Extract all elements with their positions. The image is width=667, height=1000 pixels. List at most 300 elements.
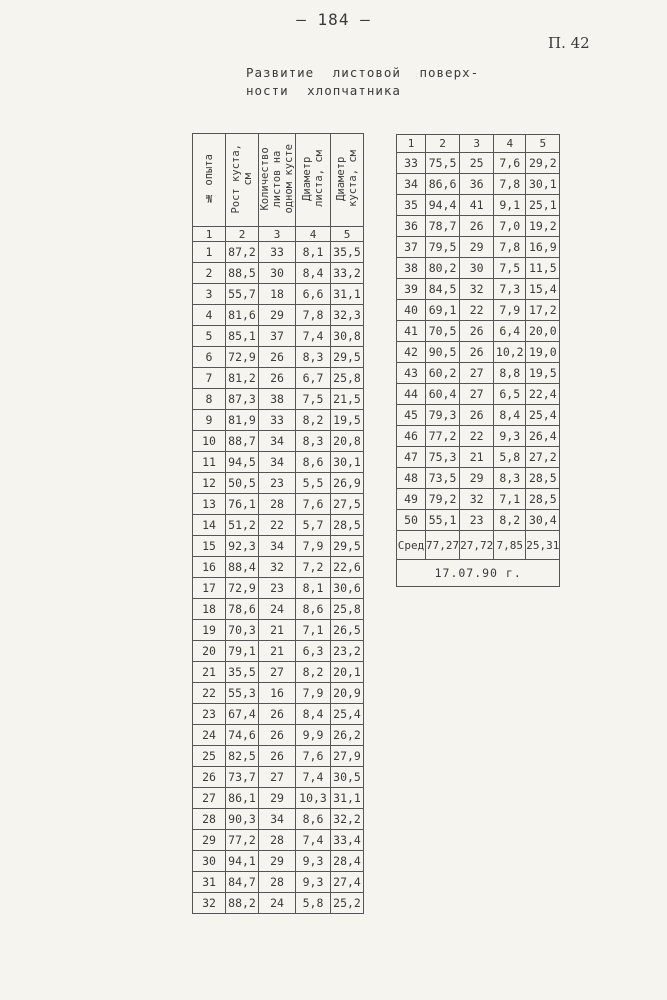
table-cell: 72,9 [226,347,259,368]
table-cell: 27 [259,662,296,683]
table-cell: 20,1 [331,662,364,683]
date-stamp: 17.07.90 г. [397,560,560,587]
table-cell: 26 [193,767,226,788]
table-cell: 25,1 [526,195,560,216]
table-row [193,242,364,263]
table-cell: 7,8 [296,305,331,326]
table-cell: 94,4 [426,195,460,216]
table-cell: 18 [259,284,296,305]
table-cell: 8,2 [494,510,526,531]
table-cell: 8,6 [296,599,331,620]
table-cell: 77,2 [226,830,259,851]
table-cell: 9,3 [296,872,331,893]
table-cell: 26 [460,405,494,426]
table-row [193,725,364,746]
table-cell: 26 [259,368,296,389]
table-cell: 85,1 [226,326,259,347]
table-cell: 33 [259,410,296,431]
table-cell: 6,6 [296,284,331,305]
table-cell: 92,3 [226,536,259,557]
column-number-row [193,227,364,242]
table-cell: 55,1 [426,510,460,531]
table-cell: 29,5 [331,536,364,557]
table-row [193,599,364,620]
table-cell: 13 [193,494,226,515]
table-cell: 37 [259,326,296,347]
table-cell: 24 [259,893,296,914]
table-row [193,851,364,872]
table-cell: 26 [460,321,494,342]
column-number: 1 [193,227,226,242]
table-cell: 25,2 [331,893,364,914]
page-number: – 184 – [296,10,371,29]
table-cell: 28,5 [331,515,364,536]
table-cell: 16,9 [526,237,560,258]
header-bush-diameter: Диаметр куста, см [331,134,364,227]
table-cell: 35 [397,195,426,216]
table-cell: 88,5 [226,263,259,284]
table-row [193,830,364,851]
header-leaf-diameter: Диаметр листа, см [296,134,331,227]
table-cell: 79,1 [226,641,259,662]
average-value: 25,31 [526,531,560,560]
table-cell: 34 [259,431,296,452]
table-cell: 21 [259,620,296,641]
page-title [246,64,479,100]
table-cell: 40 [397,300,426,321]
table-cell: 7,8 [494,174,526,195]
table-cell: 49 [397,489,426,510]
table-row [193,641,364,662]
table-cell: 35,5 [226,662,259,683]
table-cell: 8,4 [296,704,331,725]
table-cell: 6 [193,347,226,368]
table-cell: 88,4 [226,557,259,578]
table-cell: 22,4 [526,384,560,405]
table-cell: 8,4 [494,405,526,426]
table-row [397,510,560,531]
table-cell: 8,6 [296,452,331,473]
table-cell: 7,0 [494,216,526,237]
table-row [397,468,560,489]
table-cell: 41 [397,321,426,342]
table-cell: 87,3 [226,389,259,410]
table-cell: 55,7 [226,284,259,305]
table-cell: 94,5 [226,452,259,473]
table-cell: 26 [460,216,494,237]
header-row [193,134,364,227]
table-cell: 25 [193,746,226,767]
table-cell: 16 [259,683,296,704]
column-number: 3 [460,135,494,153]
table-cell: 27,5 [331,494,364,515]
table-cell: 33,2 [331,263,364,284]
table-cell: 90,5 [426,342,460,363]
table-cell: 22 [193,683,226,704]
table-cell: 23 [193,704,226,725]
table-cell: 6,4 [494,321,526,342]
table-cell: 43 [397,363,426,384]
table-cell: 36 [397,216,426,237]
table-cell: 20,8 [331,431,364,452]
table-row [193,872,364,893]
table-cell: 35,5 [331,242,364,263]
table-cell: 18 [193,599,226,620]
table-row [193,515,364,536]
table-cell: 33,4 [331,830,364,851]
table-row [193,326,364,347]
table-cell: 1 [193,242,226,263]
table-cell: 26,4 [526,426,560,447]
left-data-table [192,133,364,914]
table-cell: 28 [259,830,296,851]
table-cell: 7,6 [296,494,331,515]
table-row [397,447,560,468]
table-cell: 24 [259,599,296,620]
table-cell: 33 [397,153,426,174]
average-value: 27,72 [460,531,494,560]
table-cell: 51,2 [226,515,259,536]
table-cell: 7 [193,368,226,389]
table-cell: 8,1 [296,242,331,263]
table-cell: 28 [193,809,226,830]
table-cell: 7,5 [296,389,331,410]
table-row [193,662,364,683]
table-cell: 81,2 [226,368,259,389]
table-cell: 34 [259,452,296,473]
table-cell: 22,6 [331,557,364,578]
table-cell: 74,6 [226,725,259,746]
table-cell: 79,5 [426,237,460,258]
table-row [193,347,364,368]
table-row [193,494,364,515]
table-cell: 30 [193,851,226,872]
right-data-table [396,134,560,587]
table-row [397,426,560,447]
table-cell: 9,3 [494,426,526,447]
table-cell: 26 [259,347,296,368]
table-cell: 8,8 [494,363,526,384]
table-cell: 22 [259,515,296,536]
title-line-1: Развитие листовой поверх- [246,65,480,80]
table-cell: 23,2 [331,641,364,662]
table-cell: 20,0 [526,321,560,342]
table-cell: 8 [193,389,226,410]
table-cell: 44 [397,384,426,405]
table-cell: 26 [259,704,296,725]
table-cell: 6,5 [494,384,526,405]
table-cell: 9,9 [296,725,331,746]
table-cell: 26 [259,725,296,746]
table-cell: 19 [193,620,226,641]
table-cell: 73,5 [426,468,460,489]
average-row [397,531,560,560]
table-cell: 70,3 [226,620,259,641]
table-cell: 21 [193,662,226,683]
table-cell: 22 [460,300,494,321]
table-cell: 4 [193,305,226,326]
average-value: 77,27 [426,531,460,560]
column-number: 3 [259,227,296,242]
table-cell: 78,6 [226,599,259,620]
table-cell: 5,7 [296,515,331,536]
table-cell: 7,4 [296,767,331,788]
table-cell: 26,2 [331,725,364,746]
table-cell: 79,3 [426,405,460,426]
table-row [193,746,364,767]
table-cell: 87,2 [226,242,259,263]
column-number-row [397,135,560,153]
table-cell: 19,5 [526,363,560,384]
table-cell: 7,4 [296,830,331,851]
table-cell: 36 [460,174,494,195]
table-row [193,704,364,725]
table-cell: 21 [259,641,296,662]
table-cell: 14 [193,515,226,536]
table-row [193,452,364,473]
table-cell: 47 [397,447,426,468]
table-cell: 26 [259,746,296,767]
column-number: 5 [331,227,364,242]
table-cell: 55,3 [226,683,259,704]
table-cell: 25,8 [331,368,364,389]
table-cell: 34 [397,174,426,195]
average-value: 7,85 [494,531,526,560]
table-cell: 7,8 [494,237,526,258]
left-table-body [193,134,364,914]
table-row [193,767,364,788]
table-cell: 6,3 [296,641,331,662]
table-row [397,342,560,363]
table-cell: 75,5 [426,153,460,174]
table-cell: 7,6 [494,153,526,174]
table-cell: 30,1 [526,174,560,195]
table-cell: 11,5 [526,258,560,279]
table-cell: 25,4 [331,704,364,725]
table-cell: 73,7 [226,767,259,788]
table-cell: 21,5 [331,389,364,410]
table-row [397,321,560,342]
table-cell: 31,1 [331,788,364,809]
table-row [193,683,364,704]
table-cell: 25,8 [331,599,364,620]
table-row [397,174,560,195]
table-cell: 30,6 [331,578,364,599]
table-cell: 5,8 [494,447,526,468]
table-cell: 19,2 [526,216,560,237]
table-cell: 7,6 [296,746,331,767]
table-cell: 32,2 [331,809,364,830]
column-number: 4 [296,227,331,242]
table-cell: 19,5 [331,410,364,431]
table-row [193,410,364,431]
table-row [397,195,560,216]
table-cell: 28 [259,872,296,893]
table-cell: 20 [193,641,226,662]
table-cell: 32 [259,557,296,578]
table-row [397,237,560,258]
header-leaf-count: Количество листов на одном кусте [259,134,296,227]
table-row [193,893,364,914]
table-cell: 2 [193,263,226,284]
table-cell: 30 [460,258,494,279]
table-cell: 28 [259,494,296,515]
table-cell: 7,4 [296,326,331,347]
table-cell: 8,3 [296,347,331,368]
table-cell: 30,1 [331,452,364,473]
table-row [397,279,560,300]
table-cell: 82,5 [226,746,259,767]
table-cell: 25 [460,153,494,174]
table-cell: 32 [460,279,494,300]
table-cell: 38 [397,258,426,279]
header-bush-height: Рост куста, см [226,134,259,227]
table-cell: 17,2 [526,300,560,321]
column-number: 4 [494,135,526,153]
table-row [397,258,560,279]
table-row [193,536,364,557]
table-row [397,300,560,321]
table-cell: 34 [259,536,296,557]
table-cell: 29 [259,788,296,809]
table-cell: 29 [259,851,296,872]
table-cell: 27,2 [526,447,560,468]
table-cell: 31,1 [331,284,364,305]
table-row [193,557,364,578]
table-cell: 79,2 [426,489,460,510]
table-cell: 48 [397,468,426,489]
table-cell: 70,5 [426,321,460,342]
table-row [397,153,560,174]
table-cell: 30,4 [526,510,560,531]
table-cell: 17 [193,578,226,599]
table-cell: 25,4 [526,405,560,426]
table-cell: 10,2 [494,342,526,363]
table-cell: 46 [397,426,426,447]
table-cell: 26,5 [331,620,364,641]
table-cell: 76,1 [226,494,259,515]
table-cell: 88,7 [226,431,259,452]
column-number: 5 [526,135,560,153]
table-cell: 7,9 [494,300,526,321]
table-cell: 7,1 [296,620,331,641]
table-cell: 7,1 [494,489,526,510]
date-row [397,560,560,587]
table-cell: 8,1 [296,578,331,599]
table-cell: 86,1 [226,788,259,809]
table-cell: 90,3 [226,809,259,830]
table-cell: 15 [193,536,226,557]
table-row [193,431,364,452]
table-cell: 15,4 [526,279,560,300]
table-cell: 60,2 [426,363,460,384]
table-row [193,305,364,326]
table-cell: 28,5 [526,489,560,510]
table-cell: 86,6 [426,174,460,195]
table-cell: 7,9 [296,683,331,704]
table-row [193,284,364,305]
table-cell: 12 [193,473,226,494]
table-cell: 23 [259,473,296,494]
table-cell: 27 [259,767,296,788]
table-cell: 84,7 [226,872,259,893]
table-row [397,216,560,237]
table-cell: 7,2 [296,557,331,578]
table-cell: 8,2 [296,662,331,683]
table-cell: 32,3 [331,305,364,326]
table-cell: 94,1 [226,851,259,872]
table-cell: 6,7 [296,368,331,389]
table-cell: 50 [397,510,426,531]
table-cell: 80,2 [426,258,460,279]
table-cell: 30 [259,263,296,284]
table-cell: 27 [460,384,494,405]
table-row [193,578,364,599]
table-row [193,788,364,809]
table-cell: 24 [193,725,226,746]
table-cell: 27 [193,788,226,809]
table-cell: 29 [460,468,494,489]
table-cell: 41 [460,195,494,216]
table-cell: 33 [259,242,296,263]
table-cell: 39 [397,279,426,300]
table-cell: 77,2 [426,426,460,447]
table-cell: 23 [460,510,494,531]
table-row [193,368,364,389]
title-line-2: ности хлопчатника [246,83,401,98]
table-row [193,263,364,284]
table-cell: 7,9 [296,536,331,557]
table-cell: 29,2 [526,153,560,174]
table-cell: 38 [259,389,296,410]
table-cell: 29,5 [331,347,364,368]
table-cell: 27,9 [331,746,364,767]
table-cell: 8,3 [494,468,526,489]
header-trial-number: № опыта [193,134,226,227]
table-cell: 16 [193,557,226,578]
table-cell: 75,3 [426,447,460,468]
table-row [397,405,560,426]
table-cell: 30,8 [331,326,364,347]
average-label: Сред [397,531,426,560]
table-cell: 31 [193,872,226,893]
table-row [193,809,364,830]
table-cell: 22 [460,426,494,447]
column-number: 1 [397,135,426,153]
table-cell: 8,6 [296,809,331,830]
table-cell: 20,9 [331,683,364,704]
table-cell: 26,9 [331,473,364,494]
table-cell: 8,3 [296,431,331,452]
table-cell: 84,5 [426,279,460,300]
table-cell: 23 [259,578,296,599]
table-cell: 29 [460,237,494,258]
table-cell: 69,1 [426,300,460,321]
table-row [193,620,364,641]
table-cell: 29 [259,305,296,326]
table-cell: 5,8 [296,893,331,914]
table-row [193,473,364,494]
table-cell: 7,5 [494,258,526,279]
right-table-body [397,135,560,587]
table-cell: 28,5 [526,468,560,489]
table-cell: 32 [193,893,226,914]
table-cell: 26 [460,342,494,363]
table-cell: 11 [193,452,226,473]
table-cell: 8,4 [296,263,331,284]
table-cell: 29 [193,830,226,851]
table-cell: 21 [460,447,494,468]
